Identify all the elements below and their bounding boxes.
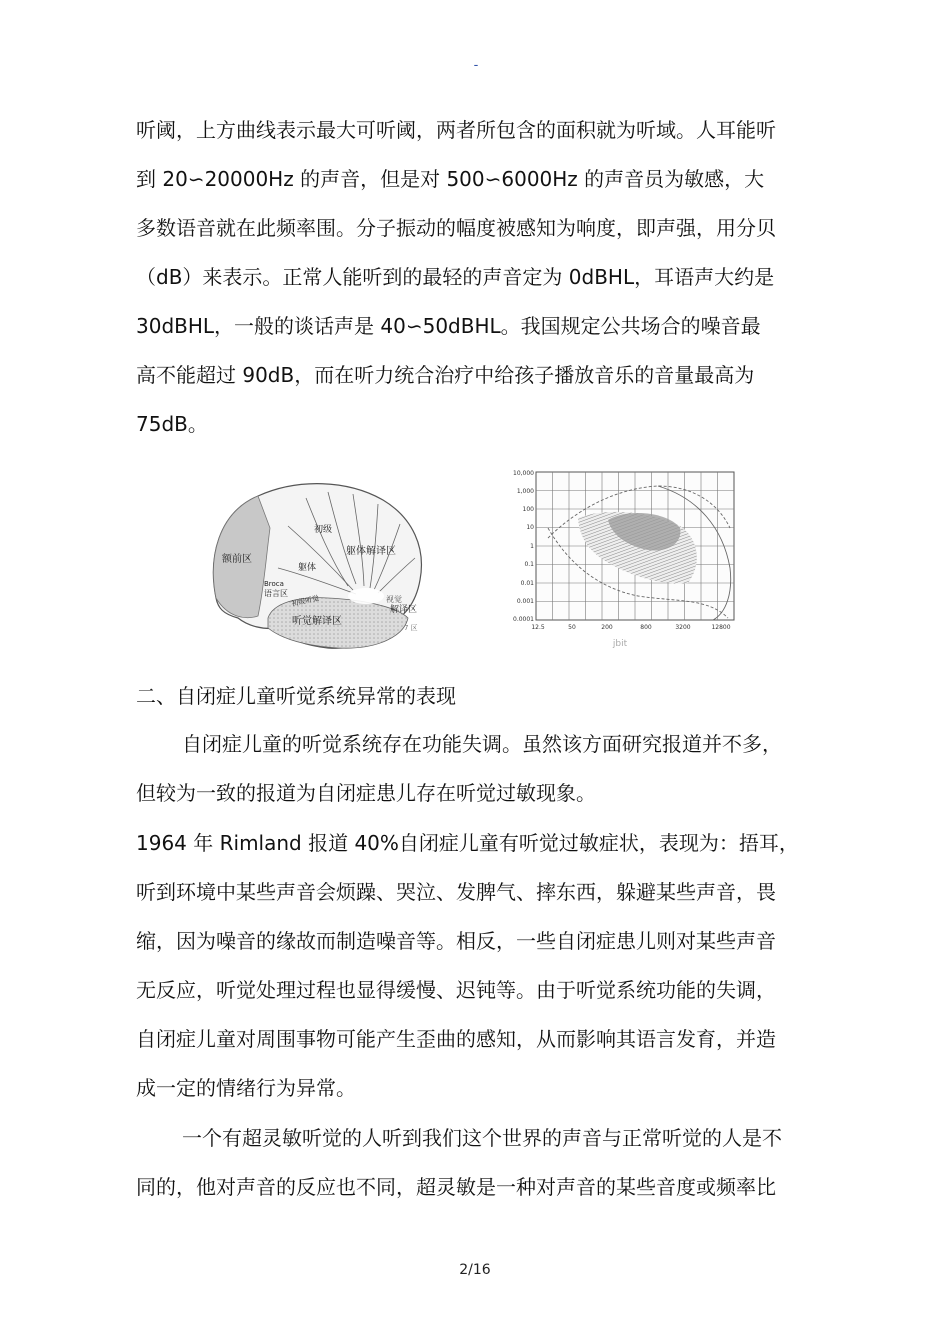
text-line: 1964 年 Rimland 报道 40%自闭症儿童有听觉过敏症状，表现为：捂耳， (136, 831, 799, 855)
label-broca: Broca (264, 580, 284, 588)
label-auditory-interp: 听觉解译区 (292, 616, 342, 627)
label-visual: 视觉 (386, 595, 402, 604)
label-corner: 7 区 (404, 624, 418, 632)
label-primary-auditory: 初级听觉 (290, 594, 320, 608)
x-tick-labels (531, 624, 730, 631)
y-tick: 10 (526, 524, 534, 531)
text-line: 一个有超灵敏听觉的人听到我们这个世界的声音与正常听觉的人是不 (182, 1126, 782, 1150)
text-line: 多数语音就在此频率围。分子振动的幅度被感知为响度，即声强，用分贝 (136, 216, 776, 240)
figure-caption: jbit (612, 639, 628, 649)
y-tick: 1,000 (516, 488, 534, 495)
x-tick: 3200 (675, 624, 691, 631)
paragraph-hearing-range (136, 106, 826, 449)
text-line: 听到环境中某些声音会烦躁、哭泣、发脾气、摔东西，躲避某些声音，畏 (136, 880, 776, 904)
y-tick: 0.01 (520, 580, 534, 587)
text-line: 自闭症儿童对周围事物可能产生歪曲的感知，从而影响其语言发育，并造 (136, 1027, 776, 1051)
paragraph-hypersensitivity (136, 1114, 826, 1212)
page-number: 2/16 (459, 1262, 491, 1278)
y-tick: 0.001 (516, 598, 534, 605)
paragraph-rimland-report (136, 819, 826, 1113)
y-tick: 100 (522, 506, 534, 513)
hearing-range-chart (508, 468, 740, 658)
y-tick: 0.1 (524, 561, 534, 568)
text-line: 但较为一致的报道为自闭症患儿存在听觉过敏现象。 (136, 781, 596, 805)
text-line: 听阈，上方曲线表示最大可听阈，两者所包含的面积就为听域。人耳能听 (136, 118, 776, 142)
brain-diagram (208, 468, 430, 654)
y-tick: 0.0001 (513, 616, 534, 623)
text-line: 成一定的情绪行为异常。 (136, 1076, 356, 1100)
text-line: 无反应，听觉处理过程也显得缓慢、迟钝等。由于听觉系统功能的失调， (136, 978, 776, 1002)
text-line: 到 20∽20000Hz 的声音，但是对 500∽6000Hz 的声音员为敏感，大 (136, 167, 765, 191)
text-line: 75dB。 (136, 412, 208, 436)
x-tick: 200 (601, 624, 613, 631)
label-somatosensory: 躯体解译区 (346, 546, 396, 557)
label-visual-interp: 解译区 (390, 605, 418, 615)
text-line: 同的，他对声音的反应也不同，超灵敏是一种对声音的某些音度或频率比 (136, 1175, 776, 1199)
label-frontal: 额前区 (222, 554, 252, 565)
label-body: 躯体 (298, 563, 317, 573)
x-tick: 800 (640, 624, 652, 631)
text-line: （dB）来表示。正常人能听到的最轻的声音定为 0dBHL，耳语声大约是 (136, 265, 775, 289)
x-tick: 50 (568, 624, 576, 631)
x-tick: 12800 (711, 624, 731, 631)
center-highlight (348, 588, 384, 604)
label-initial: 初级 (314, 525, 333, 535)
text-line: 30dBHL，一般的谈话声是 40∽50dBHL。我国规定公共场合的噪音最 (136, 314, 761, 338)
text-line: 缩，因为噪音的缘故而制造噪音等。相反，一些自闭症患儿则对某些声音 (136, 929, 776, 953)
text-line: 高不能超过 90dB，而在听力统合治疗中给孩子播放音乐的音量最高为 (136, 363, 755, 387)
header-mark: - (473, 58, 479, 73)
label-speech: 语言区 (264, 589, 288, 598)
section-title: 二、自闭症儿童听觉系统异常的表现 (136, 684, 456, 708)
y-tick: 10,000 (513, 470, 534, 477)
x-tick: 12.5 (531, 624, 545, 631)
y-tick-labels (513, 470, 534, 623)
paragraph-auditory-dysfunction (136, 720, 826, 818)
text-line: 自闭症儿童的听觉系统存在功能失调。虽然该方面研究报道并不多， (182, 732, 782, 756)
y-tick: 1 (530, 543, 534, 550)
